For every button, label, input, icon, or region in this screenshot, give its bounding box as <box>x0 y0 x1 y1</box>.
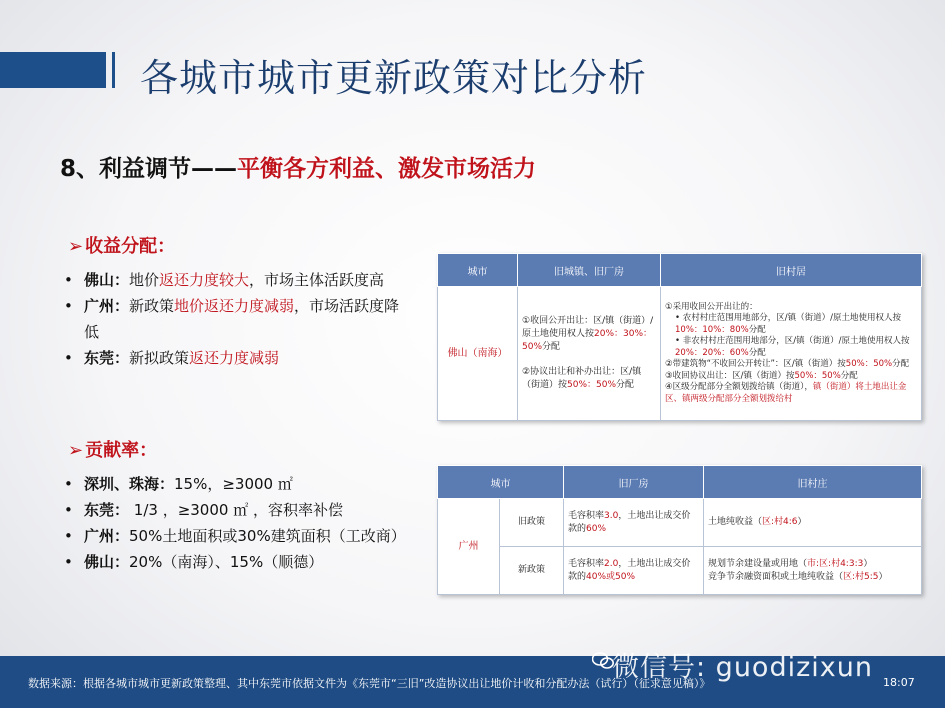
item-text: ，市场主体活跃度高 <box>249 271 385 289</box>
cell-paragraph <box>708 571 917 584</box>
policy-cell: 旧政策 <box>500 499 564 547</box>
cell-paragraph <box>708 558 917 571</box>
bullet-icon: • <box>64 297 73 315</box>
cell-text: 分配 <box>748 324 766 335</box>
list-item <box>64 267 414 293</box>
cell-highlight: 区:村5:5 <box>843 571 879 582</box>
cell-paragraph <box>665 359 917 371</box>
title-divider <box>112 52 115 88</box>
cell-paragraph <box>522 366 656 392</box>
cell-text: 分配 <box>892 359 910 370</box>
column-header: 旧城镇、旧厂房 <box>518 254 661 287</box>
bullet-icon: • <box>64 501 73 519</box>
city-label: 东莞： <box>84 501 130 519</box>
cell-text: 毛容积率 <box>568 510 605 521</box>
arrow-icon: ➢ <box>68 236 84 257</box>
item-text: 20%（南海）、15%（顺德） <box>129 553 324 571</box>
policy-cell: 新政策 <box>500 547 564 595</box>
list-item <box>64 523 414 549</box>
table-header-row <box>438 466 922 499</box>
item-text: 1/3 ，≥3000 ㎡ ，容积率补偿 <box>129 501 343 519</box>
cell-text: 分配 <box>616 380 635 390</box>
item-text: 新拟政策 <box>129 349 190 367</box>
cell-text: 分配 <box>840 370 858 381</box>
timestamp: 18:07 <box>883 676 915 689</box>
cell-text: 分配 <box>748 347 766 358</box>
table-row <box>438 547 922 595</box>
city-label: 佛山： <box>84 271 130 289</box>
cell-paragraph: • 农村村庄范围用地部分，区/镇（街道）/原土地使用权人按10%：10%：80%分配 <box>675 313 901 335</box>
table-header-row <box>438 254 922 287</box>
column-header: 旧厂房 <box>564 466 704 499</box>
contribution-rate-label: 贡献率： <box>85 440 158 461</box>
item-text: 15%，≥3000 ㎡ <box>174 475 293 493</box>
column-header: 城市 <box>438 254 518 287</box>
foshan-policy-table <box>437 253 922 421</box>
column-header: 城市 <box>438 466 564 499</box>
cell-highlight: 3.0 <box>604 510 619 521</box>
cell-highlight: 区:村4:6 <box>762 517 798 527</box>
cell-highlight: 50%：50% <box>845 359 893 370</box>
contribution-rate-list <box>64 471 414 575</box>
table-row <box>438 287 922 421</box>
cell-highlight: 60% <box>586 523 607 534</box>
bullet-icon: • <box>64 527 73 545</box>
cell-paragraph <box>665 382 917 405</box>
page-title: 各城市城市更新政策对比分析 <box>140 56 648 100</box>
old-factory-cell <box>564 499 704 547</box>
cell-text: ④区级分配部分全额划拨给镇（街道）， <box>665 382 813 393</box>
cell-text: ，土地出让成交价款的 <box>568 510 691 534</box>
cell-text: ） <box>878 571 888 582</box>
city-label: 广州： <box>84 297 130 315</box>
bullet-icon: • <box>64 271 73 289</box>
section-subtitle <box>60 150 536 183</box>
list-item <box>64 549 414 575</box>
bullet-icon: • <box>64 553 73 571</box>
city-label: 深圳、珠海： <box>84 475 175 493</box>
subtitle-prefix: 8、利益调节—— <box>60 156 238 182</box>
cell-text: ②协议出让和补办出让：区/镇（街道）按 <box>522 367 642 390</box>
income-distribution-list <box>64 267 414 371</box>
table-row <box>438 499 922 547</box>
city-cell: 广州 <box>438 499 500 595</box>
old-village-cell <box>661 287 922 421</box>
cell-text: 非农村村庄范围用地部分，区/镇（街道）/原土地使用权人按 <box>682 336 910 347</box>
old-factory-cell <box>564 547 704 595</box>
list-item <box>64 497 414 523</box>
cell-highlight: 40%或50% <box>586 571 636 582</box>
cell-paragraph <box>665 371 917 383</box>
city-cell: 佛山（南海） <box>438 287 518 421</box>
cell-paragraph <box>522 315 656 354</box>
title-accent-bar <box>0 52 106 88</box>
old-village-cell <box>704 499 922 547</box>
old-village-cell <box>704 547 922 595</box>
city-label: 广州： <box>84 527 130 545</box>
income-distribution-label: 收益分配： <box>85 236 176 257</box>
old-town-factory-cell <box>518 287 661 421</box>
contribution-rate-heading <box>68 436 157 462</box>
item-text: 地价 <box>129 271 160 289</box>
cell-text: ①收回公开出让：区/镇（街道）/原土地使用权人按 <box>522 316 654 339</box>
subtitle-highlight: 平衡各方利益、激发市场活力 <box>237 156 537 182</box>
list-item <box>64 293 414 345</box>
arrow-icon: ➢ <box>68 440 84 461</box>
data-source-note: 数据来源：根据各城市城市更新政策整理、其中东莞市依据文件为《东莞市“三旧”改造协议出让地价计收和分配办法（试行）（征求意见稿）》 <box>28 677 711 690</box>
cell-text: 农村村庄范围用地部分，区/镇（街道）/原土地使用权人按 <box>682 313 901 324</box>
column-header: 旧村居 <box>661 254 922 287</box>
list-item <box>64 471 414 497</box>
bullet-icon: • <box>64 475 73 493</box>
cell-text: ③收回协议出让：区/镇（街道）按 <box>665 370 795 381</box>
city-label: 佛山： <box>84 553 130 571</box>
guangzhou-policy-table <box>437 465 922 595</box>
cell-highlight: 10%：10%：80% <box>675 324 749 335</box>
cell-text: ①采用收回公开出让的： <box>665 301 758 312</box>
item-highlight: 地价返还力度减弱 <box>174 297 295 315</box>
cell-text: ②带建筑物“不收回公开转让”：区/镇（街道）按 <box>665 359 846 370</box>
cell-highlight: 20%：30%：50% <box>522 329 653 352</box>
cell-text: 分配 <box>542 342 561 352</box>
cell-text: ，土地出让成交价款的 <box>568 558 691 582</box>
wechat-icon <box>592 652 614 670</box>
city-label: 东莞： <box>84 349 130 367</box>
cell-text: 毛容积率 <box>568 558 605 569</box>
cell-highlight: 市:区:村4:3:3 <box>807 558 864 569</box>
item-highlight: 返还力度较大 <box>159 271 250 289</box>
cell-highlight: 50%：50% <box>794 370 841 381</box>
cell-highlight: 镇（街道）将土地出让金区、镇两级分配部分全额划拨给村 <box>665 382 907 404</box>
item-text: ，市场活跃度降低 <box>84 297 400 341</box>
cell-paragraph: • 非农村村庄范围用地部分，区/镇（街道）/原土地使用权人按20%：20%：60%分配 <box>675 336 910 358</box>
cell-text: ） <box>863 558 873 569</box>
cell-text: 土地纯收益（ <box>708 517 763 527</box>
cell-text: ） <box>797 517 807 527</box>
income-distribution-heading <box>68 232 175 258</box>
cell-highlight: 20%：20%：60% <box>675 347 749 358</box>
list-item <box>64 345 414 371</box>
cell-text: 竞争节余融资面积或土地纯收益（ <box>708 571 844 582</box>
cell-text: 规划节余建设量或用地（ <box>708 558 808 569</box>
column-header: 旧村庄 <box>704 466 922 499</box>
item-text: 新政策 <box>129 297 175 315</box>
bullet-icon: • <box>64 349 73 367</box>
watermark: 微信号: guodizixun <box>612 652 873 683</box>
item-text: 50%土地面积或30%建筑面积（工改商） <box>129 527 406 545</box>
cell-highlight: 2.0 <box>604 558 619 569</box>
item-highlight: 返还力度减弱 <box>189 349 280 367</box>
cell-highlight: 50%：50% <box>567 380 617 390</box>
